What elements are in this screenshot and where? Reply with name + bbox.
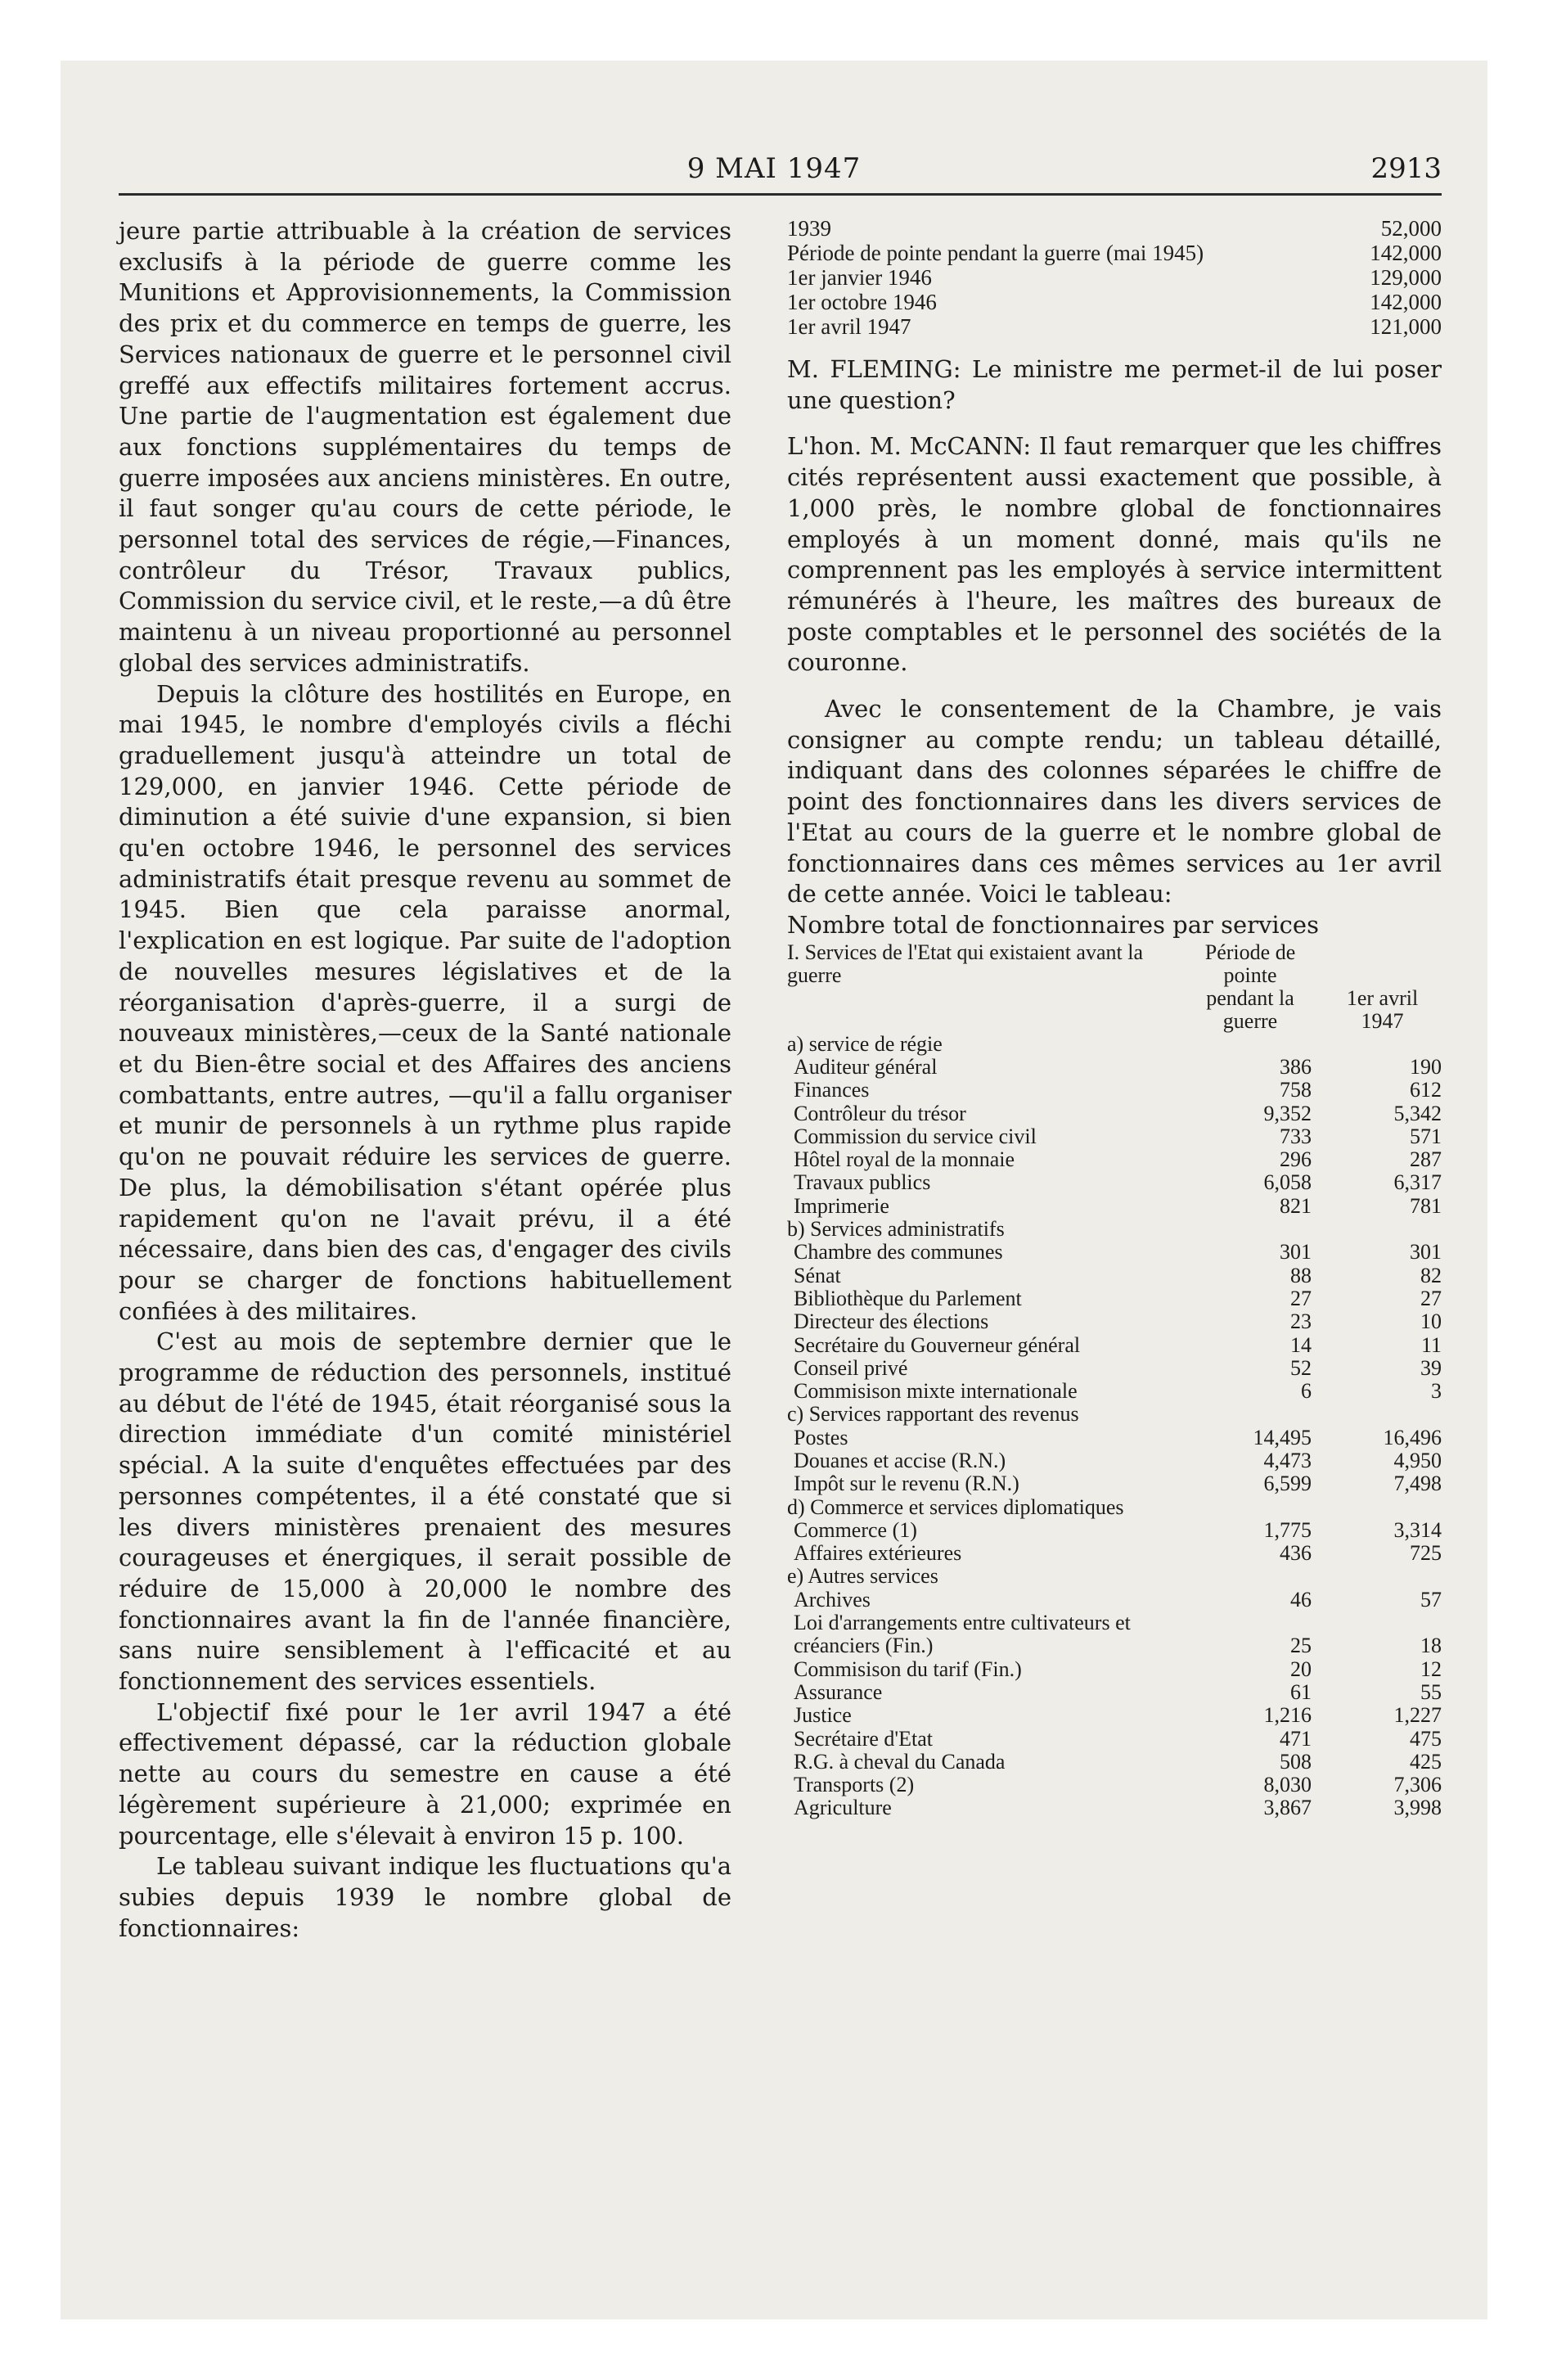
peak-count: 436: [1280, 1541, 1312, 1566]
service-name: Impôt sur le revenu (R.N.): [794, 1472, 1019, 1496]
peak-count: 52: [1290, 1355, 1312, 1380]
april-count: 55: [1420, 1679, 1442, 1704]
april-count: 7,306: [1393, 1773, 1442, 1797]
table-row: [787, 1380, 1442, 1403]
april-count: 301: [1410, 1240, 1442, 1264]
april-count: 1,227: [1393, 1703, 1442, 1728]
service-name: Transports (2): [794, 1773, 915, 1797]
table-row: [787, 1681, 1442, 1704]
right-column: [787, 216, 1442, 1820]
service-name: Justice: [794, 1703, 852, 1728]
service-name: Assurance: [794, 1679, 883, 1704]
category-label: a) service de régie: [787, 1031, 943, 1056]
peak-count: 296: [1280, 1147, 1312, 1172]
column-header-peak: Période de pointe pendant la guerre: [1204, 940, 1296, 1033]
april-count: 5,342: [1393, 1101, 1442, 1125]
table-row: [787, 1611, 1442, 1658]
row-value: 121,000: [1370, 314, 1442, 339]
april-count: 82: [1420, 1263, 1442, 1287]
page-number: 2913: [1370, 152, 1442, 185]
april-count: 3: [1431, 1379, 1442, 1404]
paragraph: C'est au mois de septembre dernier que le programme de réduction des personnels, institué au début de l'été de 1945, était réorganisé sous la direction immédiate d'un comité ministériel spécial. A la suite d'enquêtes effectuées par des personnes compétentes, il a été constaté que si les divers ministères prenaient des mesures courageuses et énergiques, il serait possible de réduire de 15,000 à 20,000 le nombre des fonctionnaires avant la fin de l'année financière, sans nuire sensiblement à l'efficacité et au fonctionnement des services essentiels.: [119, 1327, 731, 1696]
table-row: [787, 1449, 1442, 1472]
service-name: Travaux publics: [794, 1170, 931, 1195]
table-row: [787, 1542, 1442, 1565]
service-name: Commisison du tarif (Fin.): [794, 1657, 1022, 1681]
row-label: 1er octobre 1946: [787, 290, 937, 314]
peak-count: 821: [1280, 1193, 1312, 1218]
table-row: [787, 1472, 1442, 1495]
service-name: Commerce (1): [794, 1517, 917, 1542]
row-label: 1er janvier 1946: [787, 265, 932, 290]
peak-count: 386: [1280, 1054, 1312, 1079]
peak-count: 9,352: [1263, 1101, 1312, 1125]
row-value: 129,000: [1370, 265, 1442, 290]
row-label: 1er avril 1947: [787, 314, 911, 339]
row-value: 52,000: [1380, 216, 1442, 241]
section-heading: I. Services de l'Etat qui existaient avant la guerre: [787, 940, 1143, 987]
service-name: Commission du service civil: [794, 1124, 1037, 1148]
paragraph: L'objectif fixé pour le 1er avril 1947 a été effectivement dépassé, car la réduction globale nette au cours du semestre en cause a été légèrement supérieure à 21,000; exprimée en pourcentage, elle s'élevait à environ 15 p. 100.: [119, 1697, 731, 1850]
peak-count: 733: [1280, 1124, 1312, 1148]
april-count: 18: [1420, 1634, 1442, 1658]
service-name: Loi d'arrangements entre cultivateurs et créanciers (Fin.): [794, 1611, 1131, 1658]
category-row: [787, 1403, 1442, 1426]
peak-count: 61: [1290, 1679, 1312, 1704]
peak-count: 23: [1290, 1309, 1312, 1334]
service-name: Agriculture: [794, 1796, 892, 1820]
april-count: 475: [1410, 1726, 1442, 1751]
paragraph: Le tableau suivant indique les fluctuations qu'a subies depuis 1939 le nombre global de fonctionnaires:: [119, 1852, 731, 1942]
row-value: 142,000: [1370, 241, 1442, 265]
april-count: 571: [1410, 1124, 1442, 1148]
table-row: [787, 1728, 1442, 1751]
row-label: 1939: [787, 216, 831, 241]
april-count: 7,498: [1393, 1472, 1442, 1496]
service-name: Postes: [794, 1425, 848, 1449]
table-row: [787, 1310, 1442, 1333]
table-row: [787, 1427, 1442, 1449]
page-date: 9 MAI 1947: [686, 152, 862, 185]
peak-count: 508: [1280, 1749, 1312, 1774]
service-name: Sénat: [794, 1263, 841, 1287]
paragraph: L'hon. M. McCANN: Il faut remarquer que les chiffres cités représentent aussi exactement que possible, à 1,000 près, le nombre global de fonctionnaires employés à un moment donné, mais qu'ils ne comprennent pas les employés à service intermittent rémunérés à l'heure, les maîtres des bureaux de poste comptables et le personnel des sociétés de la couronne.: [787, 432, 1442, 677]
table-row: [787, 1658, 1442, 1681]
peak-count: 46: [1290, 1587, 1312, 1611]
table-row: [787, 1796, 1442, 1819]
april-count: 10: [1420, 1309, 1442, 1334]
peak-count: 6,599: [1263, 1472, 1312, 1496]
service-name: Conseil privé: [794, 1355, 908, 1380]
service-name: Chambre des communes: [794, 1240, 1003, 1264]
peak-count: 14: [1290, 1332, 1312, 1357]
peak-count: 3,867: [1263, 1796, 1312, 1820]
peak-count: 25: [1290, 1634, 1312, 1658]
service-name: Secrétaire d'Etat: [794, 1726, 933, 1751]
table-row: [787, 1079, 1442, 1102]
history-table: [787, 216, 1442, 339]
april-count: 4,950: [1393, 1449, 1442, 1472]
paragraph: jeure partie attribuable à la création de services exclusifs à la période de guerre comme les Munitions et Approvisionnements, la Commission des prix et du commerce en temps de guerre, les Services nationaux de guerre et le personnel civil greffé aux effectifs militaires fortement accrus. Une partie de l'augmentation est également due aux fonctions supplémentaires du temps de guerre imposées aux anciens ministères. En outre, il faut songer qu'au cours de cette période, le personnel total des services de régie,—Finances, contrôleur du Trésor, Travaux publics, Commission du service civil, et le reste,—a dû être maintenu à un niveau proportionné au personnel global des services administratifs.: [119, 217, 731, 677]
paragraph: Depuis la clôture des hostilités en Europe, en mai 1945, le nombre d'employés civils a fléchi graduellement jusqu'à atteindre un total de 129,000, en janvier 1946. Cette période de diminution a été suivie d'une expansion, si bien qu'en octobre 1946, le personnel des services administratifs était presque revenu au sommet de 1945. Bien que cela paraisse anormal, l'explication en est logique. Par suite de l'adoption de nouvelles mesures législatives et de la réorganisation d'après-guerre, il a surgi de nouveaux ministères,—ceux de la Santé nationale et du Bien-être social et des Affaires des anciens combattants, entre autres, —qu'il a fallu organiser et munir de personnels à un rythme plus rapide qu'on ne pouvait réduire les services de guerre. De plus, la démobilisation s'étant opérée plus rapidement qu'on ne l'avait prévu, il a été nécessaire, dans bien des cas, d'engager des civils pour se charger de fonctions habituellement confiées à des militaires.: [119, 679, 731, 1325]
paragraph: M. FLEMING: Le ministre me permet-il de lui poser une question?: [787, 355, 1442, 414]
service-name: Douanes et accise (R.N.): [794, 1449, 1006, 1472]
service-name: Directeur des élections: [794, 1309, 989, 1334]
category-row: [787, 1496, 1442, 1519]
table-row: [787, 216, 1442, 241]
peak-count: 471: [1280, 1726, 1312, 1751]
service-name: Hôtel royal de la monnaie: [794, 1147, 1015, 1172]
april-count: 725: [1410, 1541, 1442, 1566]
april-count: 190: [1410, 1054, 1442, 1079]
peak-count: 301: [1280, 1240, 1312, 1264]
service-name: Contrôleur du trésor: [794, 1101, 966, 1125]
category-row: [787, 1565, 1442, 1588]
table-row: [787, 1102, 1442, 1125]
table-row: [787, 1589, 1442, 1611]
peak-count: 6: [1301, 1379, 1312, 1404]
table-row: [787, 1264, 1442, 1287]
row-value: 142,000: [1370, 290, 1442, 314]
service-name: Archives: [794, 1587, 871, 1611]
table-header-row: [787, 941, 1442, 1033]
peak-count: 8,030: [1263, 1773, 1312, 1797]
service-name: Commisison mixte internationale: [794, 1379, 1078, 1404]
row-label: Période de pointe pendant la guerre (mai 1945): [787, 241, 1204, 265]
april-count: 612: [1410, 1078, 1442, 1102]
service-name: Affaires extérieures: [794, 1541, 962, 1566]
table-row: [787, 265, 1442, 290]
category-row: [787, 1218, 1442, 1241]
table-title: Nombre total de fonctionnaires par services: [787, 910, 1319, 939]
april-count: 11: [1420, 1332, 1442, 1357]
peak-count: 758: [1280, 1078, 1312, 1102]
april-count: 781: [1410, 1193, 1442, 1218]
april-count: 16,496: [1383, 1425, 1442, 1449]
category-row: [787, 1033, 1442, 1056]
april-count: 6,317: [1393, 1170, 1442, 1195]
april-count: 287: [1410, 1147, 1442, 1172]
april-count: 3,314: [1393, 1517, 1442, 1542]
april-count: 12: [1420, 1657, 1442, 1681]
table-row: [787, 1704, 1442, 1727]
table-row: [787, 1519, 1442, 1542]
service-name: Bibliothèque du Parlement: [794, 1286, 1022, 1310]
peak-count: 20: [1290, 1657, 1312, 1681]
table-row: [787, 1056, 1442, 1079]
peak-count: 14,495: [1253, 1425, 1312, 1449]
peak-count: 27: [1290, 1286, 1312, 1310]
service-name: Imprimerie: [794, 1193, 889, 1218]
table-row: [787, 314, 1442, 339]
april-count: 425: [1410, 1749, 1442, 1774]
service-name: Auditeur général: [794, 1054, 938, 1079]
peak-count: 88: [1290, 1263, 1312, 1287]
service-name: Finances: [794, 1078, 870, 1102]
service-name: R.G. à cheval du Canada: [794, 1749, 1006, 1774]
table-row: [787, 241, 1442, 265]
paragraph: Avec le consentement de la Chambre, je vais consigner au compte rendu; un tableau détaillé, indiquant dans des colonnes séparées le chiffre de point des fonctionnaires dans les divers services de l'Etat au cours de la guerre et le nombre global de fonctionnaires dans ces mêmes services au 1er avril de cette année. Voici le tableau:: [787, 695, 1442, 908]
service-name: Secrétaire du Gouverneur général: [794, 1332, 1081, 1357]
category-label: b) Services administratifs: [787, 1217, 1005, 1242]
column-header-april: 1er avril 1947: [1346, 985, 1419, 1033]
header-rule: [119, 193, 1442, 196]
peak-count: 1,775: [1263, 1517, 1312, 1542]
table-row: [787, 1751, 1442, 1774]
left-column: [119, 216, 731, 1944]
category-label: d) Commerce et services diplomatiques: [787, 1494, 1124, 1519]
table-row: [787, 290, 1442, 314]
peak-count: 4,473: [1263, 1449, 1312, 1472]
category-label: e) Autres services: [787, 1564, 938, 1589]
april-count: 27: [1420, 1286, 1442, 1310]
table-row: [787, 1287, 1442, 1310]
table-row: [787, 1195, 1442, 1218]
april-count: 57: [1420, 1587, 1442, 1611]
table-row: [787, 1171, 1442, 1194]
april-count: 3,998: [1393, 1796, 1442, 1820]
services-table: [787, 941, 1442, 1820]
table-row: [787, 1148, 1442, 1171]
peak-count: 6,058: [1263, 1170, 1312, 1195]
table-row: [787, 1125, 1442, 1148]
april-count: 39: [1420, 1355, 1442, 1380]
peak-count: 1,216: [1263, 1703, 1312, 1728]
table-row: [787, 1241, 1442, 1264]
table-row: [787, 1357, 1442, 1380]
table-row: [787, 1774, 1442, 1796]
table-row: [787, 1334, 1442, 1357]
category-label: c) Services rapportant des revenus: [787, 1402, 1079, 1427]
